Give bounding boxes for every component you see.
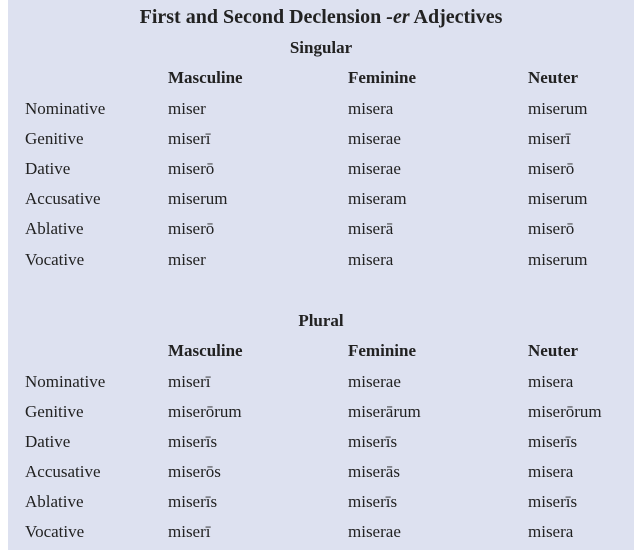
singular-neuter-form: miserō — [528, 219, 575, 238]
singular-case-label: Nominative — [25, 99, 106, 118]
singular-feminine-form: misera — [348, 99, 394, 118]
plural-masculine-form: miserōs — [168, 462, 221, 481]
declension-table-panel — [8, 0, 634, 550]
plural-feminine-form: miserās — [348, 462, 400, 481]
singular-masculine-form: miser — [168, 99, 206, 118]
singular-case-label: Ablative — [25, 219, 84, 238]
singular-masculine-form: miser — [168, 250, 206, 269]
plural-masculine-form: miserī — [168, 372, 211, 391]
singular-neuter-form: miserō — [528, 159, 575, 178]
plural-neuter-form: misera — [528, 522, 574, 541]
plural-case-label: Ablative — [25, 492, 84, 511]
plural-neuter-form: miserīs — [528, 432, 578, 451]
singular-case-label: Accusative — [25, 189, 101, 208]
singular-neuter-form: miserum — [528, 99, 588, 118]
singular-neuter-form: miserum — [528, 189, 588, 208]
plural-case-label: Vocative — [25, 522, 85, 541]
plural-feminine-form: miserae — [348, 372, 401, 391]
singular-feminine-form: miseram — [348, 189, 407, 208]
singular-case-label: Dative — [25, 159, 71, 178]
plural-neuter-form: miserōrum — [528, 402, 602, 421]
singular-feminine-form: miserae — [348, 129, 401, 148]
singular-masculine-form: miserum — [168, 189, 228, 208]
table-title — [8, 6, 634, 29]
plural-masculine-form: miserīs — [168, 432, 218, 451]
singular-case-label: Genitive — [25, 129, 84, 148]
singular-neuter-form: miserī — [528, 129, 571, 148]
singular-feminine-form: miserā — [348, 219, 394, 238]
singular-case-label: Vocative — [25, 250, 85, 269]
singular-masculine-form: miserī — [168, 129, 211, 148]
plural-neuter-form: misera — [528, 462, 574, 481]
plural-heading: Plural — [298, 311, 344, 330]
singular-masculine-form: miserō — [168, 159, 215, 178]
plural-neuter-form: misera — [528, 372, 574, 391]
plural-case-label: Genitive — [25, 402, 84, 421]
plural-feminine-form: miserārum — [348, 402, 421, 421]
plural-case-label: Nominative — [25, 372, 106, 391]
singular-masculine-header: Masculine — [168, 68, 243, 87]
plural-neuter-header: Neuter — [528, 341, 579, 360]
singular-feminine-header: Feminine — [348, 68, 416, 87]
plural-feminine-header: Feminine — [348, 341, 416, 360]
title-suffix: Adjectives — [409, 6, 503, 28]
plural-feminine-form: miserīs — [348, 492, 398, 511]
singular-neuter-form: miserum — [528, 250, 588, 269]
title-prefix: First and Second Declension — [139, 6, 387, 28]
singular-masculine-form: miserō — [168, 219, 215, 238]
plural-feminine-form: miserīs — [348, 432, 398, 451]
plural-masculine-form: miserīs — [168, 492, 218, 511]
title-italic: -er — [386, 6, 410, 28]
plural-masculine-form: miserī — [168, 522, 211, 541]
singular-feminine-form: miserae — [348, 159, 401, 178]
singular-heading: Singular — [289, 38, 353, 57]
plural-neuter-form: miserīs — [528, 492, 578, 511]
plural-case-label: Accusative — [25, 462, 101, 481]
singular-feminine-form: misera — [348, 250, 394, 269]
plural-masculine-form: miserōrum — [168, 402, 242, 421]
singular-neuter-header: Neuter — [528, 68, 579, 87]
plural-feminine-form: miserae — [348, 522, 401, 541]
plural-case-label: Dative — [25, 432, 71, 451]
plural-masculine-header: Masculine — [168, 341, 243, 360]
